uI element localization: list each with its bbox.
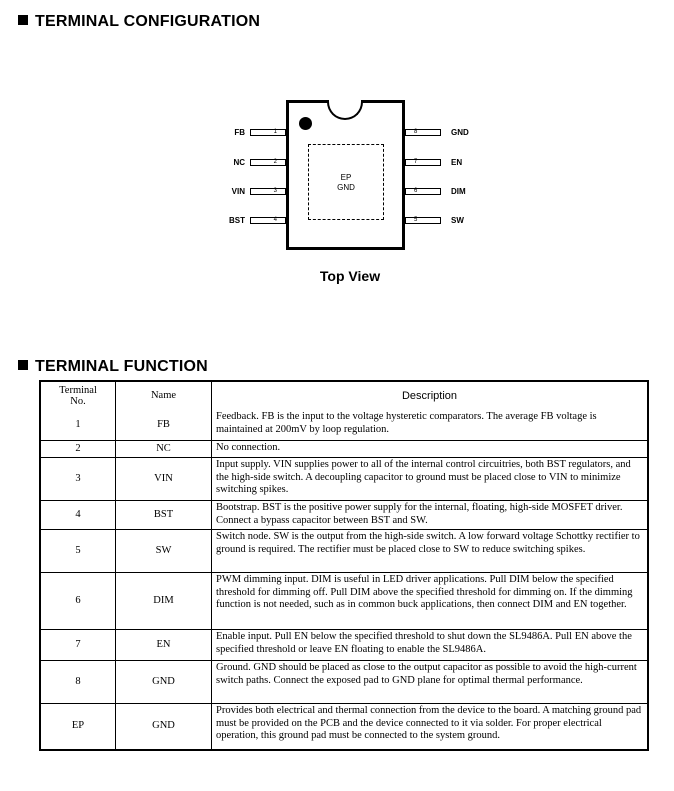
terminal-no-cell: 1 xyxy=(41,410,116,440)
header-terminal-no xyxy=(41,382,116,410)
top-view-caption: Top View xyxy=(319,268,381,284)
square-bullet-icon xyxy=(18,15,28,25)
table-row xyxy=(41,660,647,703)
table-header-row xyxy=(41,382,647,410)
table-row xyxy=(41,529,647,572)
terminal-description-cell: Provides both electrical and thermal connection from the device to the board. A matching ground pad must be provided on the PCB and the device connected to it via solder. For proper electrical operation, this ground pad must be connected to the system ground. xyxy=(216,705,642,741)
terminal-function-title-text: TERMINAL FUNCTION xyxy=(35,358,208,375)
terminal-configuration-heading xyxy=(18,13,260,31)
terminal-function-table xyxy=(39,380,649,751)
terminal-description-cell: No connection. xyxy=(216,442,281,453)
terminal-description-cell: Input supply. VIN supplies power to all of the internal control circuitries, both BST regulators, and the high-side switch. A decoupling capacitor to ground must be placed close to VIN to minimize switching spikes. xyxy=(216,459,631,495)
pin-label-nc: NC xyxy=(233,158,245,167)
table-row xyxy=(41,440,647,457)
table-row xyxy=(41,500,647,529)
terminal-name-cell: GND xyxy=(116,661,212,703)
terminal-no-cell: 7 xyxy=(41,630,116,660)
table-row xyxy=(41,703,647,749)
pin-lead-3: 3 xyxy=(250,188,286,195)
exposed-pad-outline xyxy=(308,144,384,220)
table-row xyxy=(41,629,647,660)
terminal-name-cell: GND xyxy=(116,704,212,749)
exposed-pad-label-line1: EP xyxy=(340,173,352,182)
terminal-name-cell: NC xyxy=(116,441,212,457)
terminal-description-cell: Ground. GND should be placed as close to the output capacitor as possible to avoid the high-current switch paths. Connect the exposed pad to GND plane for optimal thermal performance. xyxy=(216,662,637,686)
header-description: Description xyxy=(401,389,458,402)
terminal-no-cell: 8 xyxy=(41,661,116,703)
terminal-no-cell: 4 xyxy=(41,501,116,529)
package-outline xyxy=(286,100,405,250)
header-name: Name xyxy=(116,382,212,410)
pin-label-en: EN xyxy=(451,158,463,167)
terminal-description-cell: Bootstrap. BST is the positive power supply for the internal, floating, high-side MOSFET driver. Connect a bypass capacitor between BST and SW. xyxy=(216,502,623,526)
pin-label-bst: BST xyxy=(229,216,245,225)
table-body xyxy=(41,410,647,749)
terminal-description-cell: Switch node. SW is the output from the high-side switch. A low forward voltage Schottky rectifier to ground is required. The rectifier must be placed close to SW to reduce switching spikes. xyxy=(216,531,640,555)
terminal-name-cell: EN xyxy=(116,630,212,660)
terminal-name-cell: FB xyxy=(116,410,212,440)
terminal-name-cell: SW xyxy=(116,530,212,572)
terminal-name-cell: DIM xyxy=(116,573,212,629)
terminal-configuration-title-text: TERMINAL CONFIGURATION xyxy=(35,13,261,30)
pin-lead-2: 2 xyxy=(250,159,286,166)
table-row xyxy=(41,572,647,629)
pin-label-vin: VIN xyxy=(231,187,245,196)
pin-label-gnd: GND xyxy=(451,128,469,137)
terminal-no-cell: 5 xyxy=(41,530,116,572)
pin1-marker-dot xyxy=(299,117,312,130)
terminal-no-cell: 6 xyxy=(41,573,116,629)
table-row xyxy=(41,457,647,500)
package-notch xyxy=(327,100,363,120)
pin-lead-5: 5 xyxy=(405,217,441,224)
table-row xyxy=(41,410,647,440)
pin-lead-1: 1 xyxy=(250,129,286,136)
terminal-description-cell: PWM dimming input. DIM is useful in LED driver applications. Pull DIM below the specified threshold for dimming off. Pull DIM above the specified threshold for dimming on. If the dimming function is not needed, such as in common buck applications, then connect DIM and EN together. xyxy=(216,574,633,610)
terminal-no-cell: 3 xyxy=(41,458,116,500)
terminal-description-cell: Feedback. FB is the input to the voltage hysteretic comparators. The average FB voltage is maintained at 200mV by loop regulation. xyxy=(216,411,597,435)
terminal-function-heading xyxy=(18,358,208,376)
terminal-description-cell: Enable input. Pull EN below the specified threshold to shut down the SL9486A. Pull EN above the specified threshold or leave EN floating to enable the SL9486A. xyxy=(216,631,632,655)
header-terminal-line1: Terminal xyxy=(59,384,97,396)
terminal-no-cell: EP xyxy=(41,704,116,749)
pin-lead-7: 7 xyxy=(405,159,441,166)
pin-label-sw: SW xyxy=(451,216,464,225)
pin-lead-6: 6 xyxy=(405,188,441,195)
square-bullet-icon xyxy=(18,360,28,370)
exposed-pad-label xyxy=(309,173,383,193)
terminal-name-cell: VIN xyxy=(116,458,212,500)
terminal-name-cell: BST xyxy=(116,501,212,529)
pin-lead-4: 4 xyxy=(250,217,286,224)
exposed-pad-label-line2: GND xyxy=(337,183,355,192)
pin-label-fb: FB xyxy=(234,128,245,137)
header-terminal-line2: No. xyxy=(70,396,86,407)
pin-label-dim: DIM xyxy=(451,187,466,196)
terminal-no-cell: 2 xyxy=(41,441,116,457)
pin-lead-8: 8 xyxy=(405,129,441,136)
